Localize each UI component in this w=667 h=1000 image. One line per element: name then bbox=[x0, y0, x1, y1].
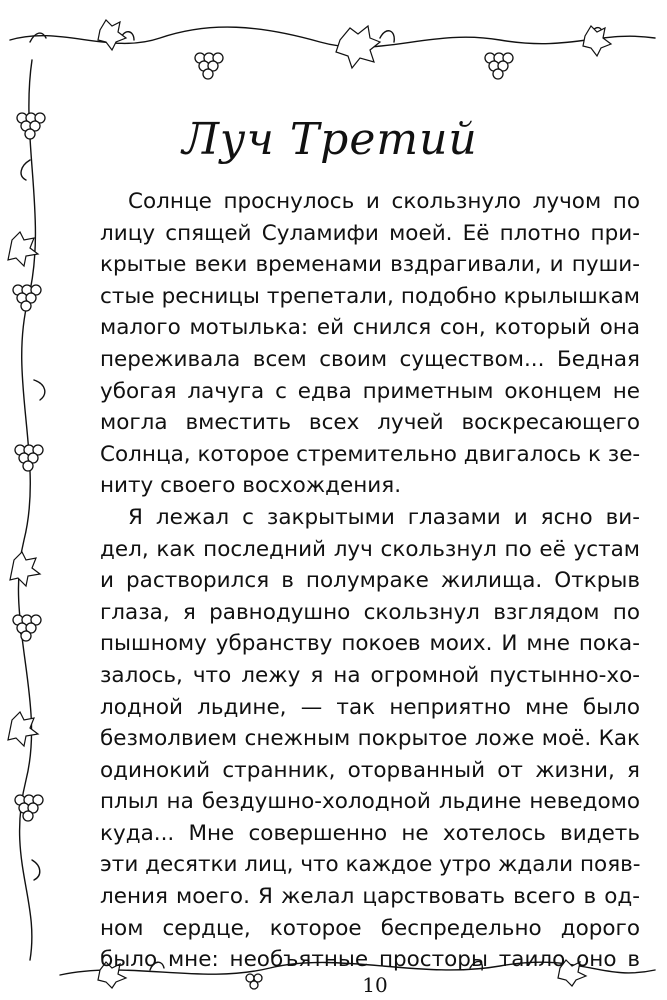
text-line: глаза, я равнодушно скользнул взглядом по bbox=[100, 599, 640, 625]
text-line: пышному убранству покоев моих. И мне пока- bbox=[100, 631, 640, 657]
text-line: безмолвием снежным покрытое ложе моё. Как bbox=[100, 726, 640, 752]
text-line: Я лежал с закрытыми глазами и ясно ви- bbox=[128, 504, 640, 530]
text-line: ниту своего восхождения. bbox=[100, 473, 402, 499]
text-line: эти десятки лиц, что каждое утро ждали появ- bbox=[100, 852, 641, 878]
text-line: залось, что лежу я на огромной пустынно-хо- bbox=[100, 662, 640, 688]
text-line: плыл на бездушно-холодной льдине неведомо bbox=[100, 789, 640, 815]
text-line: и растворился в полумраке жилища. Открыв bbox=[100, 568, 640, 594]
text-line: убогая лачуга с едва приметным оконцем не bbox=[100, 378, 640, 404]
chapter-title: Луч Третий bbox=[182, 114, 478, 165]
text-line: стые ресницы трепетали, подобно крылышкам bbox=[100, 283, 640, 309]
text-line: крытые веки временами вздрагивали, и пуши- bbox=[100, 252, 640, 278]
text-line: Солнца, которое стремительно двигалось к зе- bbox=[100, 441, 641, 467]
text-line: переживала всем своим существом... Бедная bbox=[100, 346, 640, 372]
text-line: куда... Мне совершенно не хотелось видеть bbox=[100, 820, 640, 846]
text-line: малого мотылька: ей снился сон, который она bbox=[100, 315, 640, 341]
text-line: Солнце проснулось и скользнуло лучом по bbox=[128, 189, 640, 214]
page-number: 10 bbox=[355, 972, 395, 998]
text-line: ном сердце, которое беспредельно дорого bbox=[100, 915, 640, 941]
body-text bbox=[100, 186, 640, 976]
text-line: могла вместить всех лучей воскресающего bbox=[100, 410, 640, 436]
text-line: ления моего. Я желал царствовать всего в од- bbox=[100, 884, 640, 910]
text-line: одинокий странник, оторванный от жизни, я bbox=[100, 757, 640, 783]
text-line: было мне: необъятные просторы таило оно в bbox=[100, 947, 640, 973]
text-line: лицу спящей Суламифи моей. Её плотно при- bbox=[100, 220, 640, 246]
text-line: дел, как последний луч скользнул по её устам bbox=[100, 536, 640, 562]
text-line: лодной льдине, — так неприятно мне было bbox=[100, 694, 640, 720]
